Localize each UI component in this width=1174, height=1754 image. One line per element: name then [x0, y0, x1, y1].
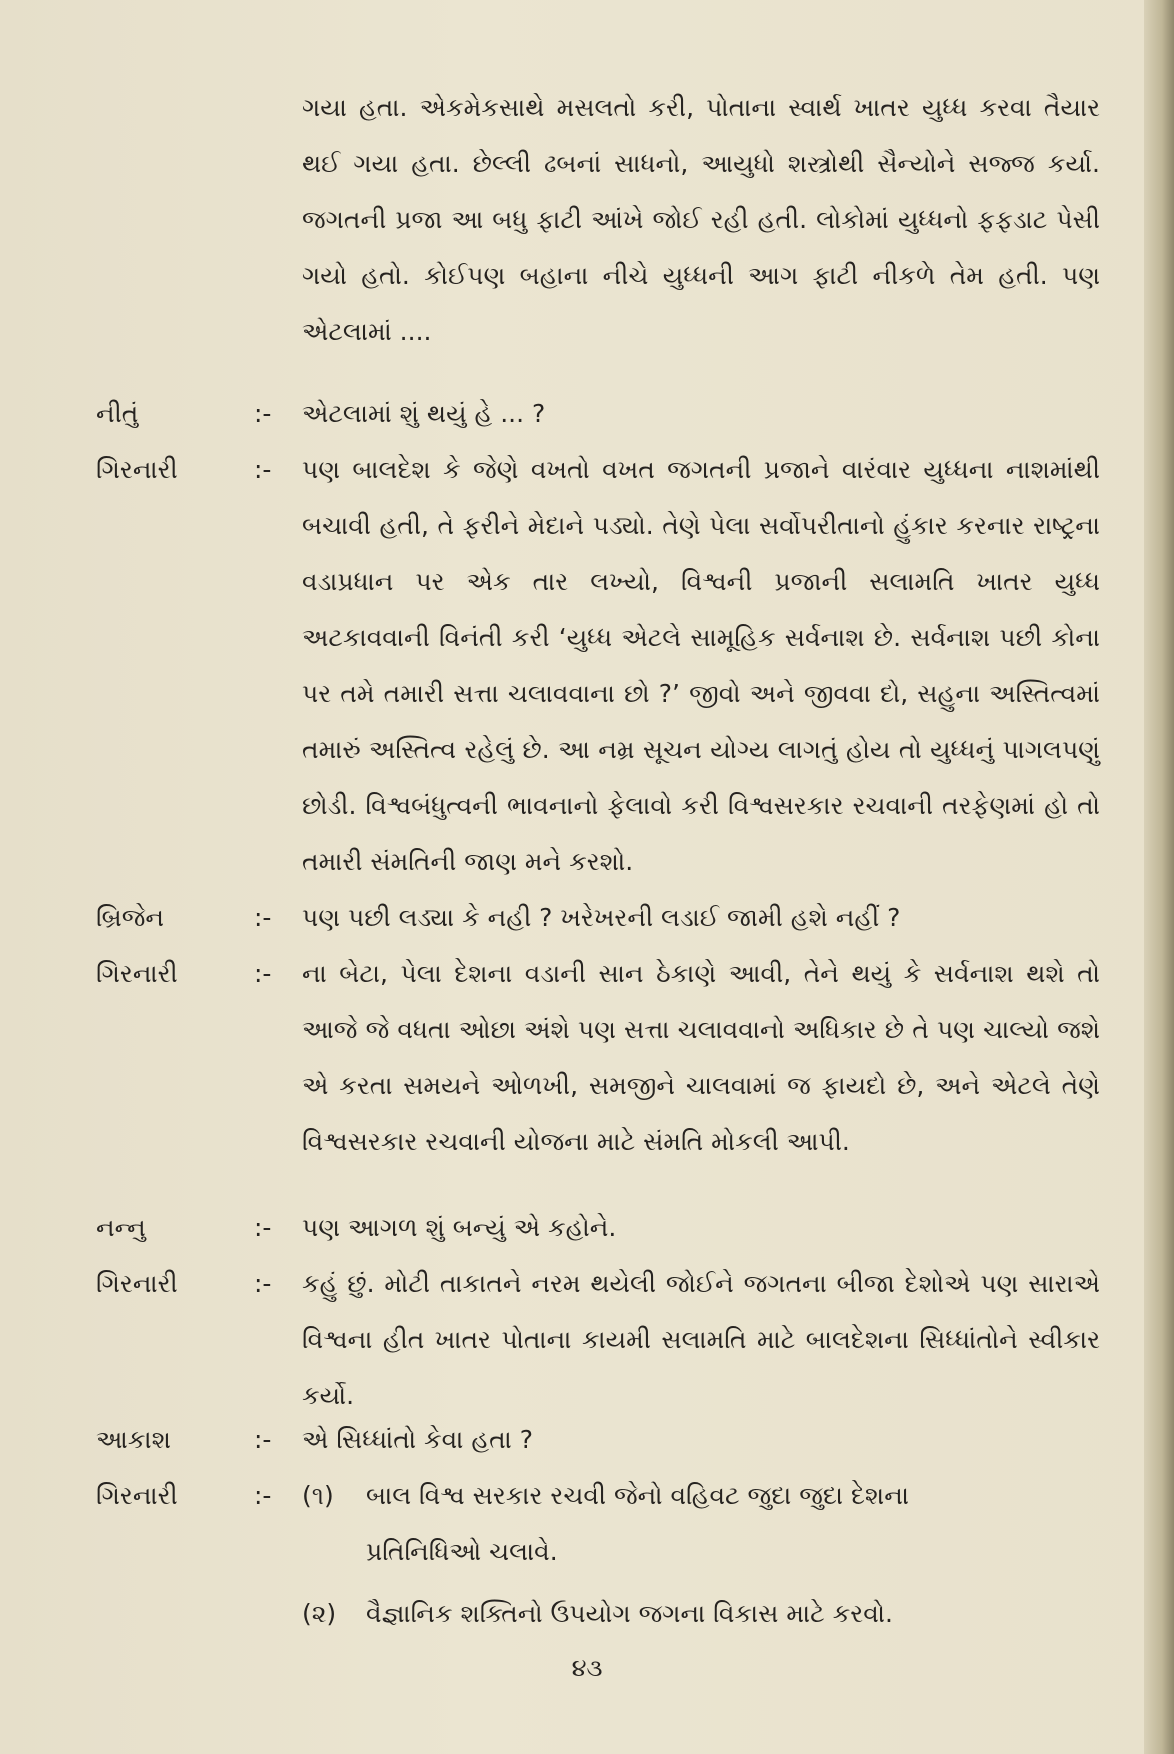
- intro-paragraph: ગયા હતા. એકમેકસાથે મસલતો કરી, પોતાના સ્વાર્થ ખાતર યુધ્ધ કરવા તૈયાર થઈ ગયા હતા. છેલ્લી ઢબનાં સાધનો, આયુધો શસ્ત્રોથી સૈન્યોને સજ્જ કર્યા. જગતની પ્રજા આ બધુ ફાટી આંખે જોઈ રહી હતી. લોકોમાં યુધ્ધનો ફફડાટ પેસી ગયો હતો. કોઈપણ બહાના નીચે યુધ્ધની આગ ફાટી નીકળે તેમ હતી. પણ એટલામાં ....: [302, 93, 1100, 346]
- principle-number: (૨): [302, 1599, 337, 1628]
- principle-item: [302, 1468, 1100, 1580]
- dialogue-separator: :-: [254, 959, 272, 988]
- speaker-name: આકાશ: [96, 1425, 171, 1454]
- speaker-name: ગિરનારી: [96, 959, 178, 988]
- dialogue-separator: :-: [254, 1481, 272, 1510]
- dialogue-text: પણ આગળ શું બન્યું એ કહોને.: [302, 1213, 617, 1242]
- principle-text: વૈજ્ઞાનિક શક્તિનો ઉપયોગ જગના વિકાસ માટે કરવો.: [366, 1599, 893, 1628]
- dialogue-separator: :-: [254, 399, 272, 428]
- dialogue-text: પણ બાલદેશ કે જેણે વખતો વખત જગતની પ્રજાને વારંવાર યુધ્ધના નાશમાંથી બચાવી હતી, તે ફરીને મેદાને પડ્યો. તેણે પેલા સર્વોપરીતાનો હુંકાર કરનાર રાષ્ટ્રના વડાપ્રધાન પર એક તાર લખ્યો, વિશ્વની પ્રજાની સલામતિ ખાતર યુધ્ધ અટકાવવાની વિનંતી કરી ‘યુધ્ધ એટલે સામૂહિક સર્વનાશ છે. સર્વનાશ પછી કોના પર તમે તમારી સત્તા ચલાવવાના છો ?’ જીવો અને જીવવા દો, સહુના અસ્તિત્વમાં તમારું અસ્તિત્વ રહેલું છે. આ નમ્ર સૂચન યોગ્ય લાગતું હોય તો યુધ્ધનું પાગલપણું છોડી. વિશ્વબંધુત્વની ભાવનાનો ફેલાવો કરી વિશ્વસરકાર રચવાની તરફેણમાં હો તો તમારી સંમતિની જાણ મને કરશો.: [302, 455, 1100, 876]
- dialogue-separator: :-: [254, 1425, 272, 1454]
- dialogue-separator: :-: [254, 1269, 272, 1298]
- dialogue-text: એટલામાં શું થયું હે ... ?: [302, 399, 546, 428]
- dialogue-separator: :-: [254, 1213, 272, 1242]
- principle-text-continued: પ્રતિનિધિઓ ચલાવે.: [366, 1537, 558, 1566]
- dialogue-separator: :-: [254, 903, 272, 932]
- speaker-name: ગિરનારી: [96, 1481, 178, 1510]
- page-number: ૪૩: [571, 1654, 603, 1682]
- speaker-name: નીતું: [96, 399, 139, 428]
- book-spine-edge: [1144, 0, 1174, 1754]
- speaker-name: નન્નુ: [96, 1213, 146, 1242]
- dialogue-text: એ સિધ્ધાંતો કેવા હતા ?: [302, 1425, 534, 1454]
- principle-text: બાલ વિશ્વ સરકાર રચવી જેનો વહિવટ જુદા જુદા દેશના: [366, 1481, 909, 1510]
- speaker-name: ગિરનારી: [96, 455, 178, 484]
- dialogue-text: કહું છું. મોટી તાકાતને નરમ થયેલી જોઈને જગતના બીજા દેશોએ પણ સારાએ વિશ્વના હીત ખાતર પોતાના કાયમી સલામતિ માટે બાલદેશના સિધ્ધાંતોને સ્વીકાર કર્યો.: [302, 1269, 1100, 1410]
- speaker-name: બ્રિજેન: [96, 903, 165, 932]
- principle-item: [302, 1586, 1100, 1642]
- principle-number: (૧): [302, 1481, 334, 1510]
- dialogue-separator: :-: [254, 455, 272, 484]
- dialogue-text: ના બેટા, પેલા દેશના વડાની સાન ઠેકાણે આવી, તેને થયું કે સર્વનાશ થશે તો આજે જે વધતા ઓછા અંશે પણ સત્તા ચલાવવાનો અધિકાર છે તે પણ ચાલ્યો જશે એ કરતા સમયને ઓળખી, સમજીને ચાલવામાં જ ફાયદો છે, અને એટલે તેણે વિશ્વસરકાર રચવાની યોજના માટે સંમતિ મોકલી આપી.: [302, 959, 1100, 1156]
- dialogue-text: પણ પછી લડ્યા કે નહી ? ખરેખરની લડાઈ જામી હશે નહીં ?: [302, 903, 901, 932]
- speaker-name: ગિરનારી: [96, 1269, 178, 1298]
